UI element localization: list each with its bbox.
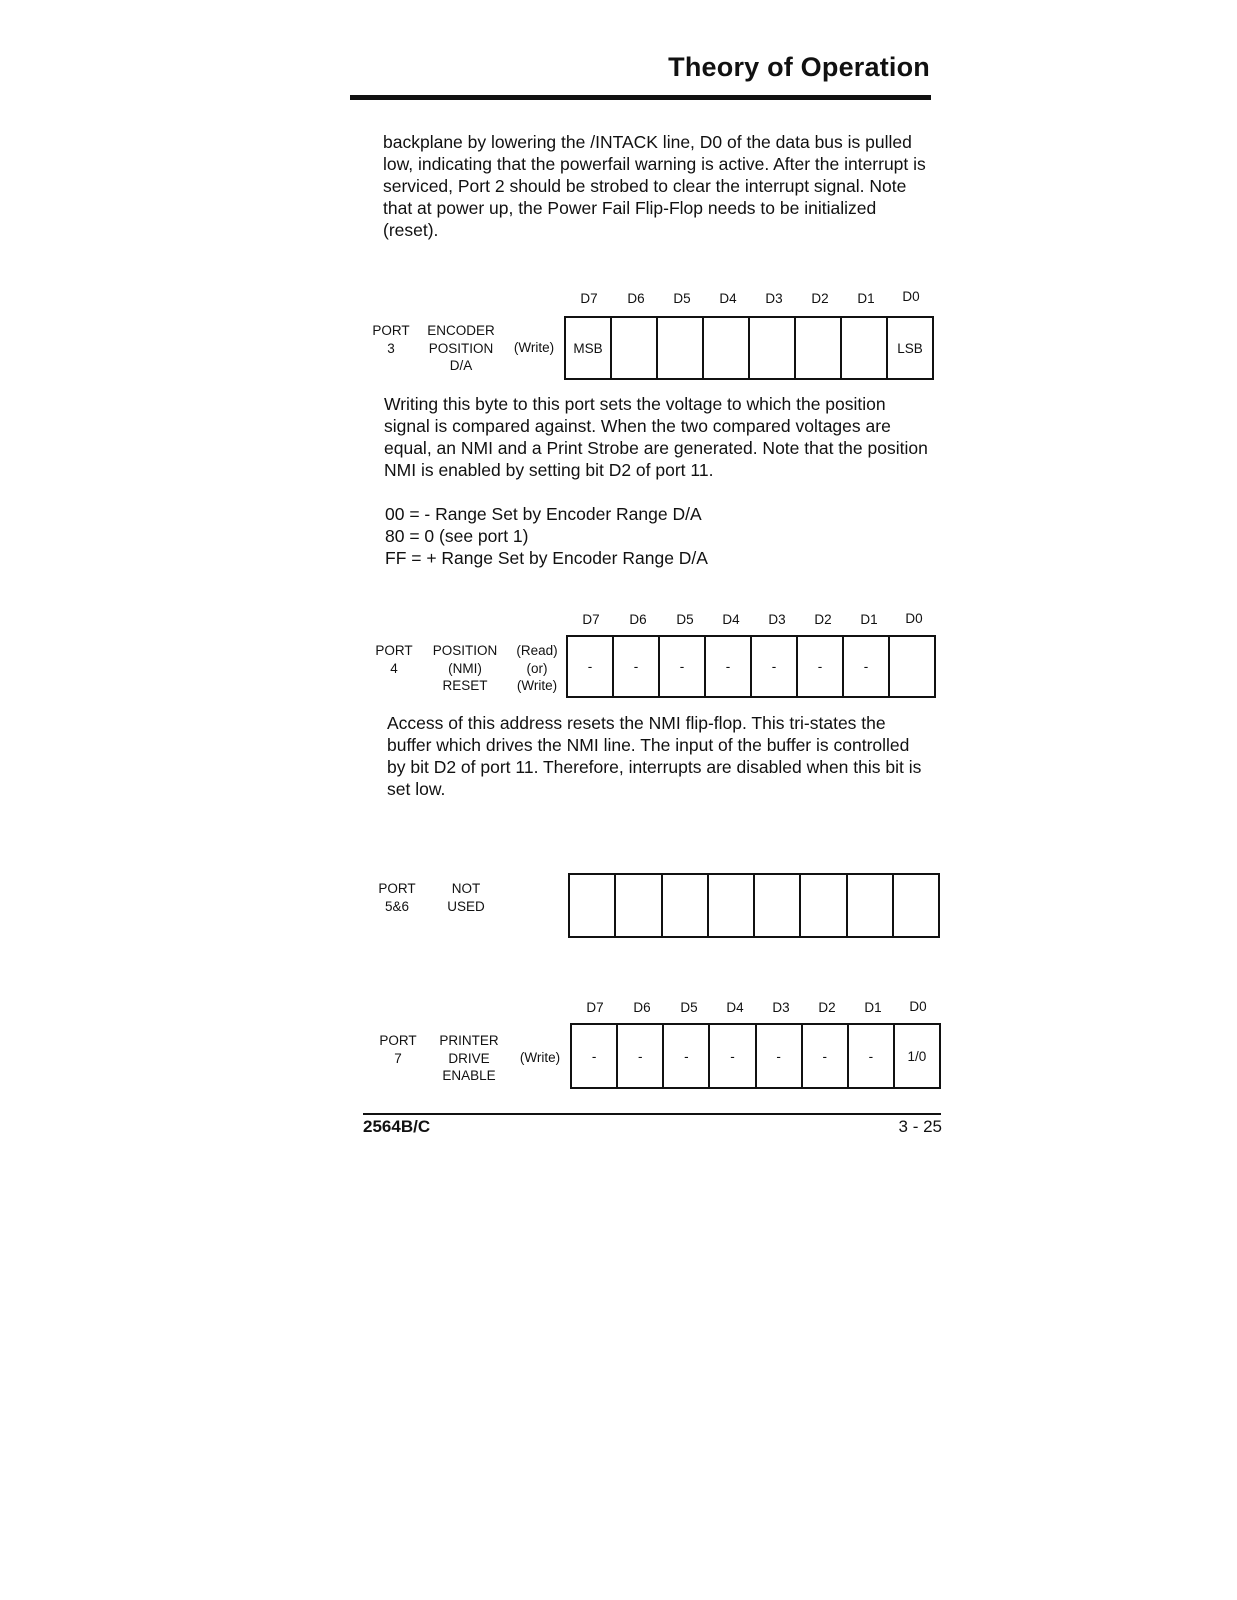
port3-bit-cells	[564, 316, 934, 380]
bit-cell	[663, 875, 709, 936]
port3-mode-label: (Write)	[513, 340, 555, 355]
port7-port-label: PORT 7	[379, 1033, 417, 1066]
bit-cell: -	[660, 637, 706, 696]
bit-label-d2: D2	[818, 1000, 836, 1015]
port56-function-label: NOT USED	[447, 881, 485, 914]
port4-description: Access of this address resets the NMI flip-flop. This tri-states the buffer which drives the NMI line. The input of the buffer is controlled by bit D2 of port 11. Therefore, interrupts are disabled when this bit is set low.	[387, 713, 922, 799]
port7-bit-cells	[570, 1023, 941, 1089]
bit-cell	[709, 875, 755, 936]
bit-cell: -	[849, 1025, 895, 1087]
bit-cell: -	[568, 637, 614, 696]
bit-label-d6: D6	[633, 1000, 651, 1015]
port4-mode-label: (Read) (or) (Write)	[516, 643, 558, 693]
intro-paragraph: backplane by lowering the /INTACK line, D0 of the data bus is pulled low, indicating that the powerfail warning is active. After the interrupt is serviced, Port 2 should be strobed to clear the interrupt signal. Note that at power up, the Power Fail Flip-Flop needs to be initialized (reset).	[383, 132, 926, 240]
encoder-value-line: FF = + Range Set by Encoder Range D/A	[385, 548, 708, 568]
port3-port-label: PORT 3	[372, 323, 410, 356]
page-title: Theory of Operation	[668, 52, 930, 82]
bit-cell: -	[798, 637, 844, 696]
port4-port-label: PORT 4	[375, 643, 413, 676]
bit-label-d1: D1	[860, 612, 878, 627]
port4-bit-cells	[566, 635, 936, 698]
bit-label-d5: D5	[673, 291, 691, 306]
bit-cell: -	[803, 1025, 849, 1087]
bit-label-d6: D6	[629, 612, 647, 627]
bit-cell: -	[752, 637, 798, 696]
bit-cell: -	[664, 1025, 710, 1087]
bit-label-d4: D4	[719, 291, 737, 306]
bit-label-d0: D0	[905, 611, 923, 626]
bit-label-d5: D5	[676, 612, 694, 627]
bit-label-d0: D0	[902, 289, 920, 304]
bit-cell: -	[844, 637, 890, 696]
header-rule	[350, 95, 931, 100]
bit-cell: -	[757, 1025, 803, 1087]
bit-label-d4: D4	[722, 612, 740, 627]
port4-function-label: POSITION (NMI) RESET	[432, 643, 498, 693]
bit-cell: 1/0	[907, 1048, 927, 1064]
bit-cell	[842, 318, 888, 378]
bit-cell	[796, 318, 842, 378]
encoder-value-line: 00 = - Range Set by Encoder Range D/A	[385, 504, 702, 524]
bit-cell	[755, 875, 801, 936]
bit-cell	[848, 875, 894, 936]
bit-cell	[750, 318, 796, 378]
bit-label-d5: D5	[680, 1000, 698, 1015]
bit-label-d3: D3	[765, 291, 783, 306]
bit-cell: -	[710, 1025, 756, 1087]
port56-bit-cells	[568, 873, 940, 938]
bit-label-d7: D7	[580, 291, 598, 306]
port3-description: Writing this byte to this port sets the voltage to which the position signal is compared against. When the two compared voltages are equal, an NMI and a Print Strobe are generated. Note that the position NMI is enabled by setting bit D2 of port 11.	[384, 394, 928, 480]
bit-label-d4: D4	[726, 1000, 744, 1015]
footer-model: 2564B/C	[363, 1117, 431, 1136]
port7-mode-label: (Write)	[519, 1050, 561, 1065]
footer-rule	[363, 1113, 941, 1115]
bit-label-d1: D1	[857, 291, 875, 306]
port3-function-label: ENCODER POSITION D/A	[427, 323, 495, 373]
bit-label-d7: D7	[586, 1000, 604, 1015]
bit-cell	[570, 875, 616, 936]
port56-port-label: PORT 5&6	[378, 881, 416, 914]
bit-cell	[616, 875, 662, 936]
bit-cell	[658, 318, 704, 378]
footer-page-number: 3 - 25	[898, 1117, 942, 1136]
bit-label-d7: D7	[582, 612, 600, 627]
bit-cell	[801, 875, 847, 936]
bit-label-d2: D2	[814, 612, 832, 627]
bit-label-d2: D2	[811, 291, 829, 306]
bit-cell	[894, 875, 938, 936]
bit-label-d3: D3	[768, 612, 786, 627]
bit-label-d0: D0	[909, 999, 927, 1014]
port7-function-label: PRINTER DRIVE ENABLE	[439, 1033, 499, 1083]
bit-cell: -	[618, 1025, 664, 1087]
bit-label-d3: D3	[772, 1000, 790, 1015]
encoder-values-list	[385, 503, 785, 569]
bit-cell: -	[572, 1025, 618, 1087]
bit-cell	[704, 318, 750, 378]
bit-cell: -	[706, 637, 752, 696]
bit-cell	[612, 318, 658, 378]
bit-label-d6: D6	[627, 291, 645, 306]
bit-cell: LSB	[897, 340, 923, 356]
bit-cell: MSB	[566, 318, 612, 378]
bit-cell	[890, 637, 934, 696]
encoder-value-line: 80 = 0 (see port 1)	[385, 526, 529, 546]
bit-label-d1: D1	[864, 1000, 882, 1015]
bit-cell: -	[614, 637, 660, 696]
